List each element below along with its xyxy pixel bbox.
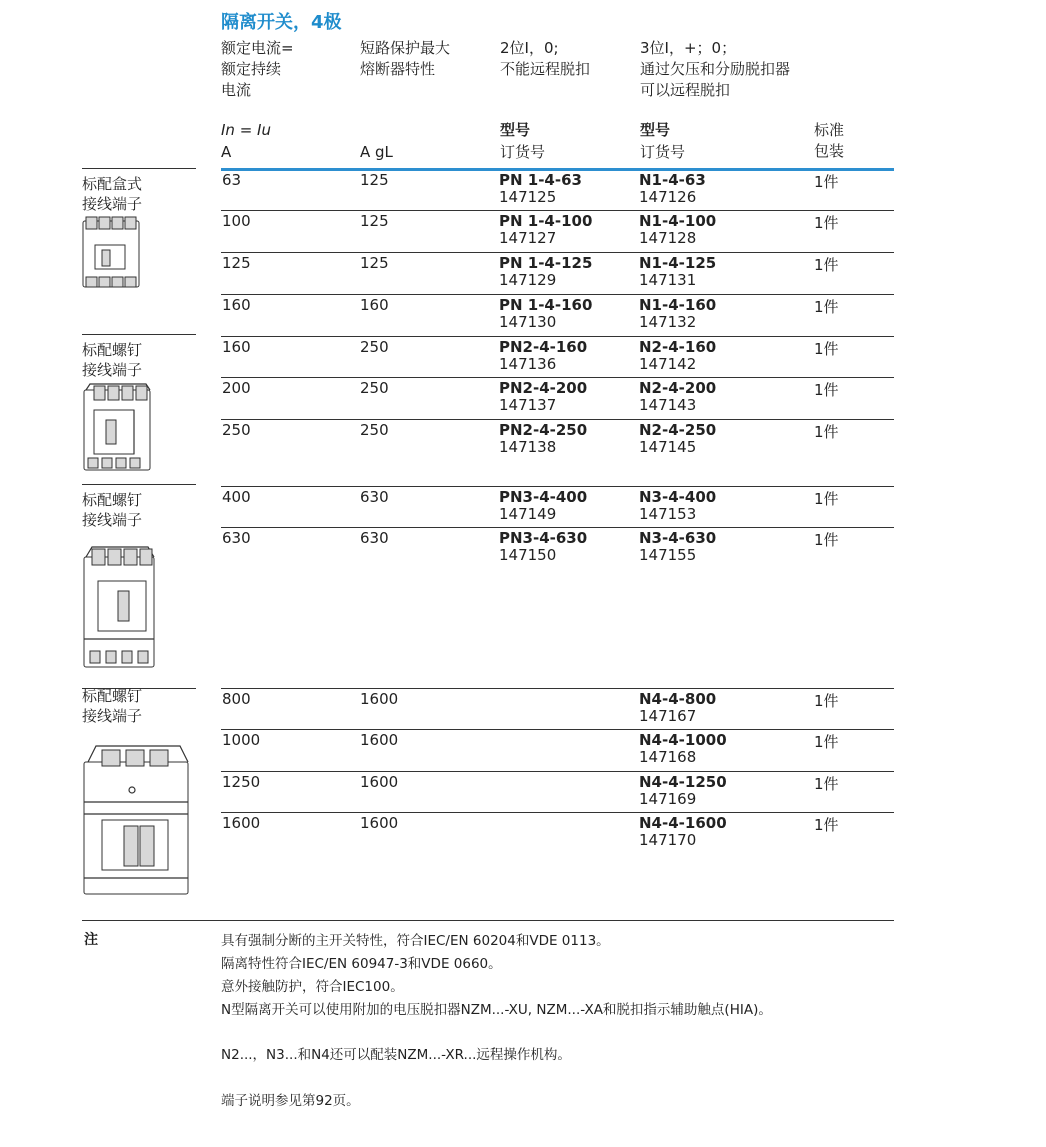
cell-pack: 1件 [814,816,839,834]
cell-n-type: N4-4-1600 [639,814,727,832]
row-divider [221,252,894,253]
cell-pn-type: PN3-4-400 [499,488,588,506]
cell-pack: 1件 [814,775,839,793]
header-fuse: 短路保护最大 熔断器特性 [360,39,451,78]
cell-n-order: 147167 [639,707,697,725]
cell-rated-current: 1000 [222,731,261,749]
cell-rated-current: 63 [222,171,242,189]
cell-n-order: 147142 [639,355,697,373]
header-pn-order: 订货号 [500,143,546,161]
notes-label: 注 [84,932,98,948]
cell-n-order: 147145 [639,438,697,456]
cell-pack: 1件 [814,340,839,358]
cell-n-order: 147170 [639,831,697,849]
cell-fuse: 250 [360,421,389,439]
cell-pn-order: 147137 [499,396,557,414]
cell-rated-current: 1250 [222,773,261,791]
cell-pack: 1件 [814,214,839,232]
cell-rated-current: 800 [222,690,251,708]
cell-pn-type: PN 1-4-63 [499,171,582,189]
cell-n-order: 147169 [639,790,697,808]
group-label: 标配螺钉 接线端子 [82,491,143,529]
cell-pn-type: PN2-4-250 [499,421,588,439]
cell-n-type: N3-4-400 [639,488,717,506]
group-row-divider [221,688,894,689]
header-n-order: 订货号 [640,143,686,161]
row-divider [221,812,894,813]
cell-fuse: 1600 [360,690,399,708]
cell-pack: 1件 [814,692,839,710]
note-line: 端子说明参见第92页。 [221,1093,360,1109]
cell-n-order: 147153 [639,505,697,523]
cell-n-type: N4-4-800 [639,690,717,708]
cell-pn-order: 147130 [499,313,557,331]
cell-rated-current: 125 [222,254,251,272]
cell-rated-current: 630 [222,529,251,547]
cell-pack: 1件 [814,256,839,274]
cell-fuse: 160 [360,296,389,314]
cell-fuse: 1600 [360,814,399,832]
cell-n-type: N3-4-630 [639,529,717,547]
cell-n-type: N4-4-1000 [639,731,727,749]
cell-pn-type: PN2-4-200 [499,379,588,397]
cell-pack: 1件 [814,381,839,399]
group-divider [82,168,196,169]
group-row-divider [221,336,894,337]
cell-rated-current: 160 [222,338,251,356]
cell-fuse: 630 [360,529,389,547]
group-label: 标配螺钉 接线端子 [82,341,143,379]
cell-fuse: 630 [360,488,389,506]
cell-pn-type: PN 1-4-160 [499,296,593,314]
cell-pn-order: 147136 [499,355,557,373]
note-line: N型隔离开关可以使用附加的电压脱扣器NZM...-XU, NZM...-XA和脱扣指示辅助触点(HIA)。 [221,1002,772,1018]
cell-n-order: 147132 [639,313,697,331]
cell-pack: 1件 [814,531,839,549]
group-row-divider [221,486,894,487]
cell-pn-order: 147138 [499,438,557,456]
switch-n4-illustration [80,742,194,900]
row-divider [221,210,894,211]
switch-n3-illustration [80,543,160,671]
cell-rated-current: 250 [222,421,251,439]
cell-n-type: N2-4-250 [639,421,717,439]
group-divider [82,484,196,485]
row-divider [221,771,894,772]
cell-pack: 1件 [814,298,839,316]
cell-pack: 1件 [814,490,839,508]
cell-pn-order: 147150 [499,546,557,564]
cell-fuse: 1600 [360,731,399,749]
cell-fuse: 250 [360,338,389,356]
row-divider [221,729,894,730]
row-divider [221,294,894,295]
notes-divider [82,920,894,921]
note-line: 具有强制分断的主开关特性，符合IEC/EN 60204和VDE 0113。 [221,933,610,949]
cell-pn-type: PN 1-4-100 [499,212,593,230]
cell-n-type: N1-4-160 [639,296,717,314]
cell-n-type: N1-4-100 [639,212,717,230]
cell-pn-type: PN3-4-630 [499,529,588,547]
switch-n1-illustration [80,215,144,291]
cell-pn-order: 147127 [499,229,557,247]
cell-n-order: 147155 [639,546,697,564]
cell-pack: 1件 [814,173,839,191]
cell-n-type: N4-4-1250 [639,773,727,791]
cell-rated-current: 100 [222,212,251,230]
group-divider [82,334,196,335]
cell-pack: 1件 [814,733,839,751]
group-label: 标配盒式 接线端子 [82,175,143,213]
cell-pn-type: PN 1-4-125 [499,254,593,272]
header-rated-current: 额定电流= 额定持续 电流 [221,39,294,99]
cell-fuse: 125 [360,171,389,189]
note-line: 隔离特性符合IEC/EN 60947-3和VDE 0660。 [221,956,502,972]
cell-n-type: N1-4-125 [639,254,717,272]
row-divider [221,377,894,378]
note-line: N2...，N3...和N4还可以配装NZM...-XR...远程操作机构。 [221,1047,571,1063]
cell-n-order: 147126 [639,188,697,206]
header-n-type: 型号 [640,121,671,139]
header-unit-a: A [221,143,232,161]
cell-n-order: 147131 [639,271,697,289]
header-pn-switch: 2位I，0; 不能远程脱扣 [500,39,591,78]
header-pn-type: 型号 [500,121,531,139]
header-in-iu: In = Iu [221,121,271,139]
cell-pack: 1件 [814,423,839,441]
row-divider [221,419,894,420]
switch-n2-illustration [80,382,156,474]
cell-n-type: N2-4-200 [639,379,717,397]
group-label: 标配螺钉 接线端子 [82,687,143,725]
cell-rated-current: 200 [222,379,251,397]
cell-rated-current: 400 [222,488,251,506]
header-unit-agl: A gL [360,143,393,161]
cell-fuse: 1600 [360,773,399,791]
cell-rated-current: 1600 [222,814,261,832]
cell-pn-order: 147149 [499,505,557,523]
cell-n-type: N1-4-63 [639,171,706,189]
cell-pn-order: 147129 [499,271,557,289]
page-title: 隔离开关，4极 [221,12,342,33]
cell-pn-order: 147125 [499,188,557,206]
cell-n-type: N2-4-160 [639,338,717,356]
cell-fuse: 250 [360,379,389,397]
cell-fuse: 125 [360,254,389,272]
header-pack: 标准 包装 [814,121,845,160]
note-line: 意外接触防护，符合IEC100。 [221,979,404,995]
header-n-switch: 3位I，+；0； 通过欠压和分励脱扣器 可以远程脱扣 [640,39,791,99]
cell-pn-type: PN2-4-160 [499,338,588,356]
row-divider [221,527,894,528]
cell-rated-current: 160 [222,296,251,314]
cell-n-order: 147128 [639,229,697,247]
cell-n-order: 147168 [639,748,697,766]
cell-fuse: 125 [360,212,389,230]
cell-n-order: 147143 [639,396,697,414]
